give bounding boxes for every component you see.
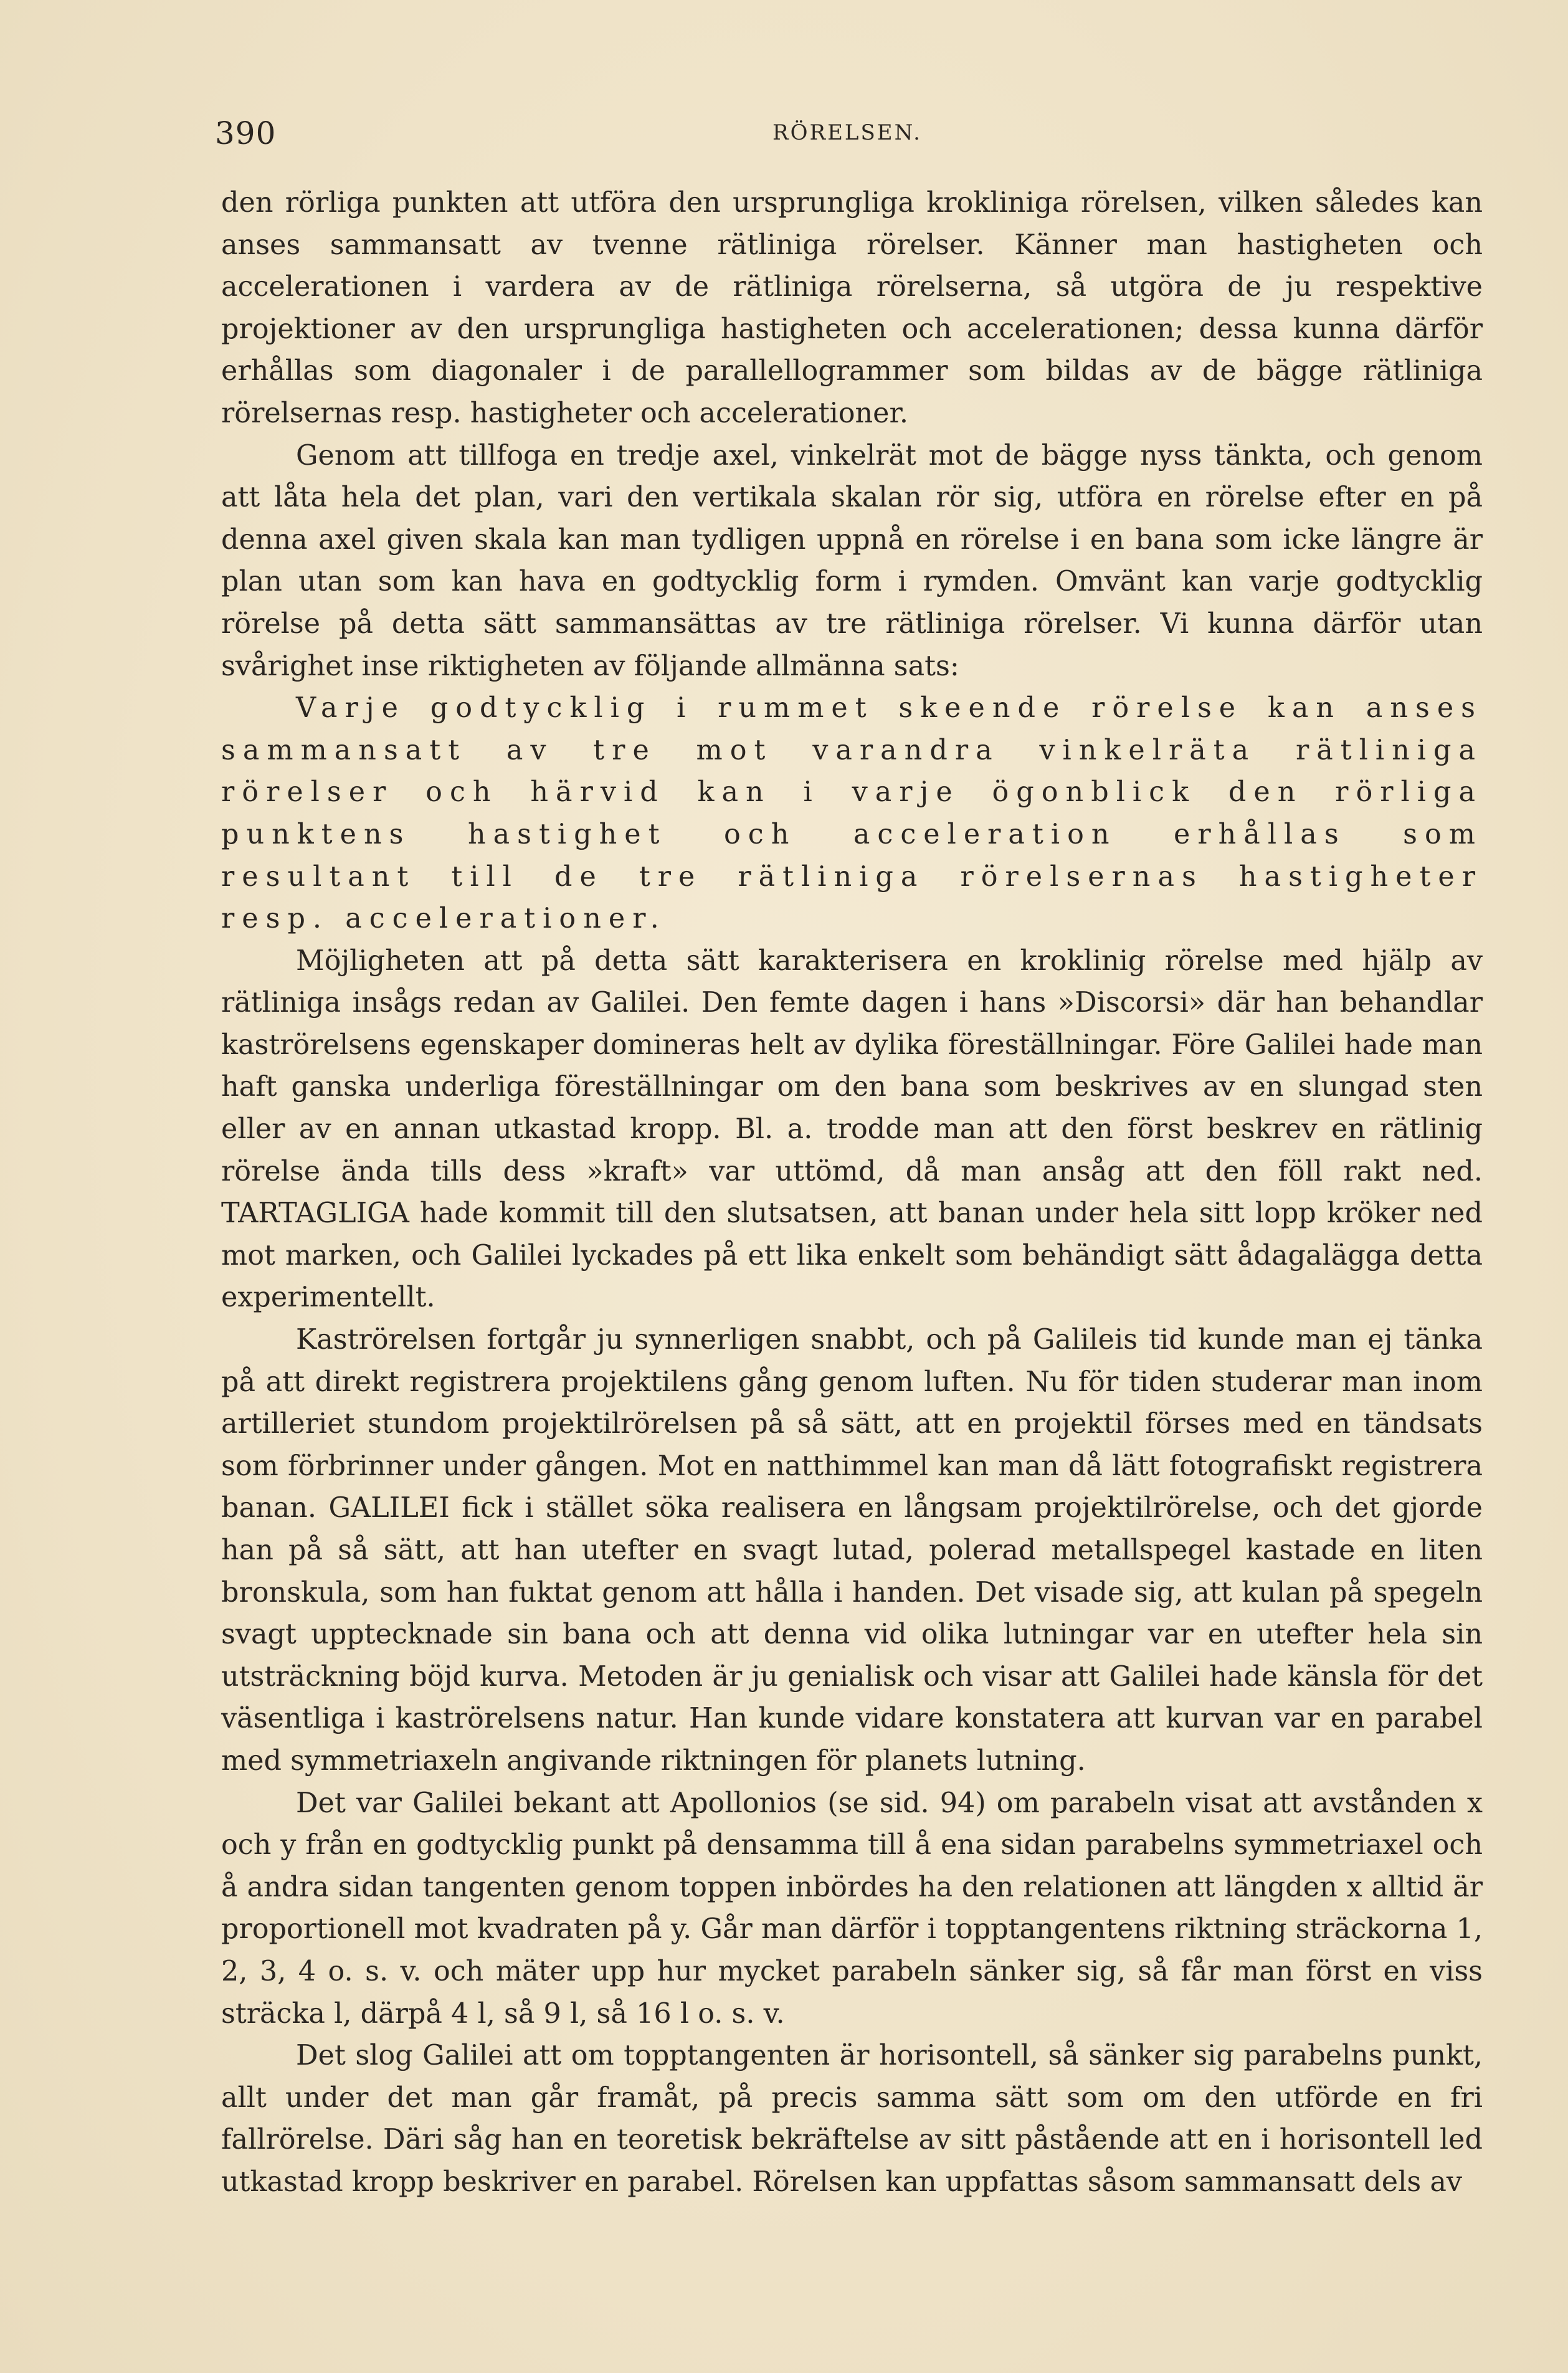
paragraph: Genom att tillfoga en tredje axel, vinkelrät mot de bägge nyss tänkta, och genom att låta hela det plan, vari den vertikala skalan rör sig, utföra en rörelse efter en på denna axel given skala kan man tydligen uppnå en rörelse i en bana som icke längre är plan utan som kan hava en godtycklig form i rymden. Omvänt kan varje godtycklig rörelse på detta sätt sammansättas av tre rätliniga rörelser. Vi kunna därför utan svårighet inse riktigheten av följande allmänna sats: xyxy=(221,439,1483,682)
page-header xyxy=(215,115,1480,159)
paragraph: Det var Galilei bekant att Apollonios (se sid. 94) om parabeln visat att avstånden x och y från en godtycklig punkt på densamma till å ena sidan parabelns symmetriaxel och å andra sidan tangenten genom toppen inbördes ha den relationen att längden x alltid är proportionell mot kvadraten på y. Går man därför i topptangentens riktning sträckorna 1, 2, 3, 4 o. s. v. och mäter upp hur mycket parabeln sänker sig, så får man först en viss sträcka l, därpå 4 l, så 9 l, så 16 l o. s. v. xyxy=(221,1787,1483,2030)
paragraph: Det slog Galilei att om topptangenten är horisontell, så sänker sig parabelns punkt, allt under det man går framåt, på precis samma sätt som om den utförde en fri fallrörelse. Däri såg han en teoretisk bekräftelse av sitt påstående att en i horisontell led utkastad kropp beskriver en parabel. Rörelsen kan uppfattas såsom sammansatt dels av xyxy=(221,2040,1483,2198)
paragraph: Möjligheten att på detta sätt karakterisera en kroklinig rörelse med hjälp av rätliniga insågs redan av Galilei. Den femte dagen i hans »Discorsi» där han behandlar kaströrelsens egenskaper domineras helt av dylika föreställningar. Före Galilei hade man haft ganska underliga föreställningar om den bana som beskrives av en slungad sten eller av en annan utkastad kropp. Bl. a. trodde man att den först beskrev en rätlinig rörelse ända tills dess »kraft» var uttömd, då man ansåg att den föll rakt ned. TARTAGLIGA hade kommit till den slutsatsen, att banan under hela sitt lopp kröker ned mot marken, och Galilei lyckades på ett lika enkelt som behändigt sätt ådagalägga detta experimentellt. xyxy=(221,944,1483,1314)
page-number: 390 xyxy=(215,115,277,151)
theorem-statement: Varje godtycklig i rummet skeende rörelse kan anses sammansatt av tre mot varandra vinkelräta rätliniga rörelser och härvid kan i varje ögonblick den rörliga punktens hastighet och acceleration erhållas som resultant till de tre rätliniga rörelsernas hastigheter resp. accelerationer. xyxy=(221,692,1483,935)
paragraph: Kaströrelsen fortgår ju synnerligen snabbt, och på Galileis tid kunde man ej tänka på att direkt registrera projektilens gång genom luften. Nu för tiden studerar man inom artilleriet stundom projektilrörelsen på så sätt, att en projektil förses med en tändsats som förbrinner under gången. Mot en natthimmel kan man då lätt fotografiskt registrera banan. GALILEI fick i stället söka realisera en långsam projektilrörelse, och det gjorde han på så sätt, att han utefter en svagt lutad, polerad metallspegel kastade en liten bronskula, som han fuktat genom att hålla i handen. Det visade sig, att kulan på spegeln svagt upptecknade sin bana och att denna vid olika lutningar var en utefter hela sin utsträckning böjd kurva. Metoden är ju genialisk och visar att Galilei hade känsla för det väsentliga i kaströrelsens natur. Han kunde vidare konstatera att kurvan var en parabel med symmetriaxeln angivande riktningen för planets lutning. xyxy=(221,1324,1483,1777)
body-text xyxy=(221,182,1483,2204)
running-head: RÖRELSEN. xyxy=(772,120,922,145)
paragraph: den rörliga punkten att utföra den ursprungliga krokliniga rörelsen, vilken således kan anses sammansatt av tvenne rätliniga rörelser. Känner man hastigheten och accelerationen i vardera av de rätliniga rörelserna, så utgöra de ju respektive projektioner av den ursprungliga hastigheten och accelerationen; dessa kunna därför erhållas som diagonaler i de parallellogrammer som bildas av de bägge rätliniga rörelsernas resp. hastigheter och accelerationer. xyxy=(221,187,1483,429)
